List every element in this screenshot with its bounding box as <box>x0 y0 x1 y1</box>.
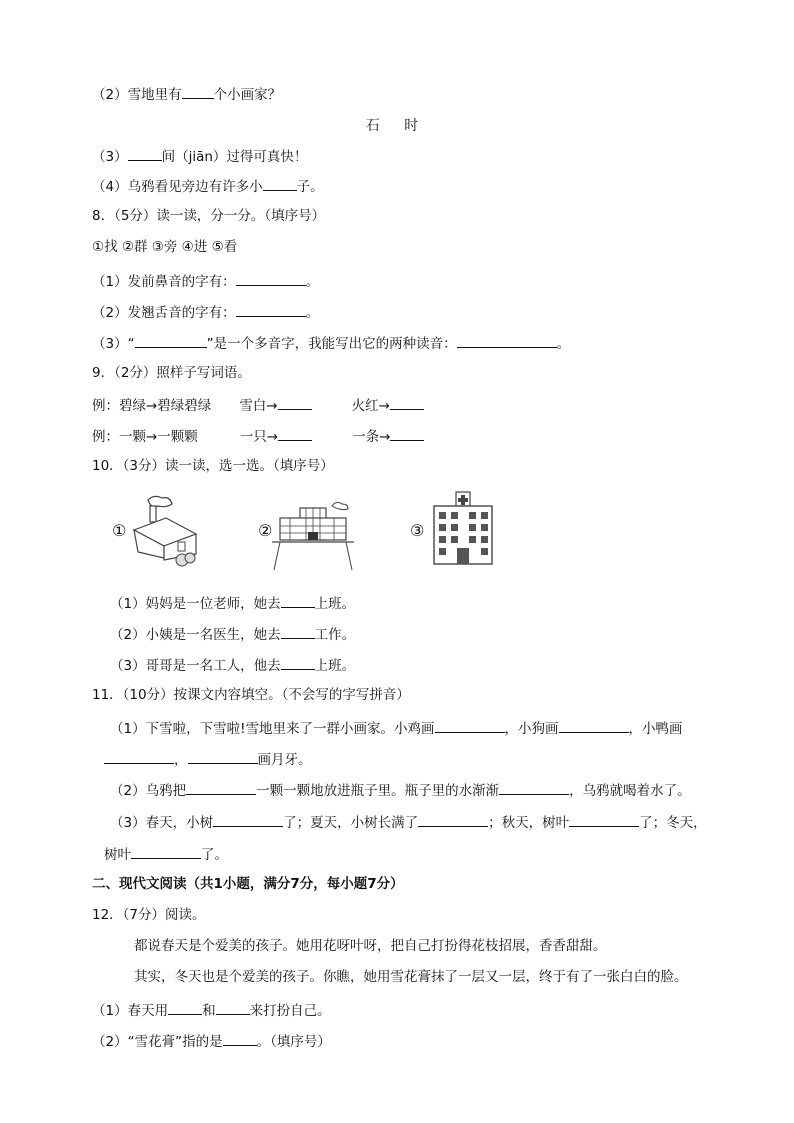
pic-label-3: ③ <box>410 521 425 540</box>
section-title: 二、现代文阅读（共1小题，满分7分，每小题7分） <box>92 876 404 892</box>
q8-item-2: （2）发翘舌音的字有： 。 <box>92 302 319 322</box>
answer-blank[interactable] <box>182 84 214 99</box>
q9-row-1: 例：碧绿→碧绿碧绿 雪白→ 火红→ <box>92 395 424 415</box>
answer-blank[interactable] <box>435 718 505 733</box>
answer-blank[interactable] <box>223 1031 257 1046</box>
q11-item-2: （2）乌鸦把 一颗一颗地放进瓶子里。瓶子里的水渐渐 ，乌鸦就喝着水了。 <box>110 780 691 800</box>
pic-label-1: ① <box>112 521 127 540</box>
answer-blank[interactable] <box>278 426 312 441</box>
answer-blank[interactable] <box>186 780 256 795</box>
q12-item-1: （1）春天用 和 来打扮自己。 <box>92 1000 331 1020</box>
answer-blank[interactable] <box>168 1000 202 1015</box>
q11-header: 11．（10分）按课文内容填空。（不会写的字写拼音） <box>92 687 410 703</box>
answer-blank[interactable] <box>128 146 162 161</box>
answer-blank[interactable] <box>499 780 569 795</box>
answer-blank[interactable] <box>278 395 312 410</box>
answer-blank[interactable] <box>559 718 629 733</box>
reading-paragraph-2: 其实，冬天也是个爱美的孩子。你瞧，她用雪花膏抹了一层又一层，终于有了一张白白的脸。 <box>134 969 688 985</box>
reading-paragraph-1: 都说春天是个爱美的孩子。她用花呀叶呀，把自己打扮得花枝招展，香香甜甜。 <box>134 938 607 954</box>
q7-item-3: （3） 间（jiān）过得可真快！ <box>92 146 307 166</box>
q12-item-2: （2）“雪花膏”指的是 。（填序号） <box>92 1031 331 1051</box>
answer-blank[interactable] <box>281 593 315 608</box>
q11-item-1-cont: ， 画月牙。 <box>104 749 312 769</box>
q11-item-3-cont: 树叶 了。 <box>104 844 228 864</box>
answer-blank[interactable] <box>390 395 424 410</box>
answer-blank[interactable] <box>236 302 306 317</box>
q7-item-4: （4）乌鸦看见旁边有许多小 子。 <box>92 176 324 196</box>
answer-blank[interactable] <box>188 749 258 764</box>
answer-blank[interactable] <box>135 333 207 348</box>
answer-blank[interactable] <box>569 812 639 827</box>
q10-item-3: （3）哥哥是一名工人，他去 上班。 <box>110 655 355 675</box>
answer-blank[interactable] <box>263 176 297 191</box>
character-pair: 石 时 <box>365 118 429 134</box>
pic-label-2: ② <box>258 521 273 540</box>
q8-item-1: （1）发前鼻音的字有： 。 <box>92 271 319 291</box>
answer-blank[interactable] <box>457 333 557 348</box>
q8-header: 8．（5分）读一读，分一分。（填序号） <box>92 208 326 224</box>
answer-blank[interactable] <box>213 812 283 827</box>
q10-item-2: （2）小姨是一名医生，她去 工作。 <box>110 624 355 644</box>
q11-item-1: （1）下雪啦，下雪啦!雪地里来了一群小画家。小鸡画 ，小狗画 ，小鸭画 <box>110 718 683 738</box>
answer-blank[interactable] <box>216 1000 250 1015</box>
q8-options: ①找 ②群 ③旁 ④进 ⑤看 <box>92 239 238 255</box>
answer-blank[interactable] <box>418 812 488 827</box>
q10-header: 10．（3分）读一读，选一选。（填序号） <box>92 458 334 474</box>
factory-illustration <box>272 496 354 572</box>
q10-item-1: （1）妈妈是一位老师，她去 上班。 <box>110 593 355 613</box>
q9-row-2: 例：一颗→一颗颗 一只→ 一条→ <box>92 426 424 446</box>
q9-header: 9．（2分）照样子写词语。 <box>92 365 251 381</box>
answer-blank[interactable] <box>104 749 174 764</box>
answer-blank[interactable] <box>236 271 306 286</box>
answer-blank[interactable] <box>281 655 315 670</box>
answer-blank[interactable] <box>281 624 315 639</box>
q11-item-3: （3）春天，小树 了；夏天，小树长满了 ；秋天，树叶 了；冬天， <box>110 812 707 832</box>
q12-header: 12．（7分）阅读。 <box>92 907 206 923</box>
q8-item-3: （3）“ ”是一个多音字，我能写出它的两种读音： 。 <box>92 333 570 353</box>
answer-blank[interactable] <box>390 426 424 441</box>
hospital-illustration <box>428 490 500 570</box>
answer-blank[interactable] <box>131 844 201 859</box>
house-illustration <box>126 492 202 568</box>
q7-item-2: （2）雪地里有 个小画家？ <box>92 84 281 104</box>
